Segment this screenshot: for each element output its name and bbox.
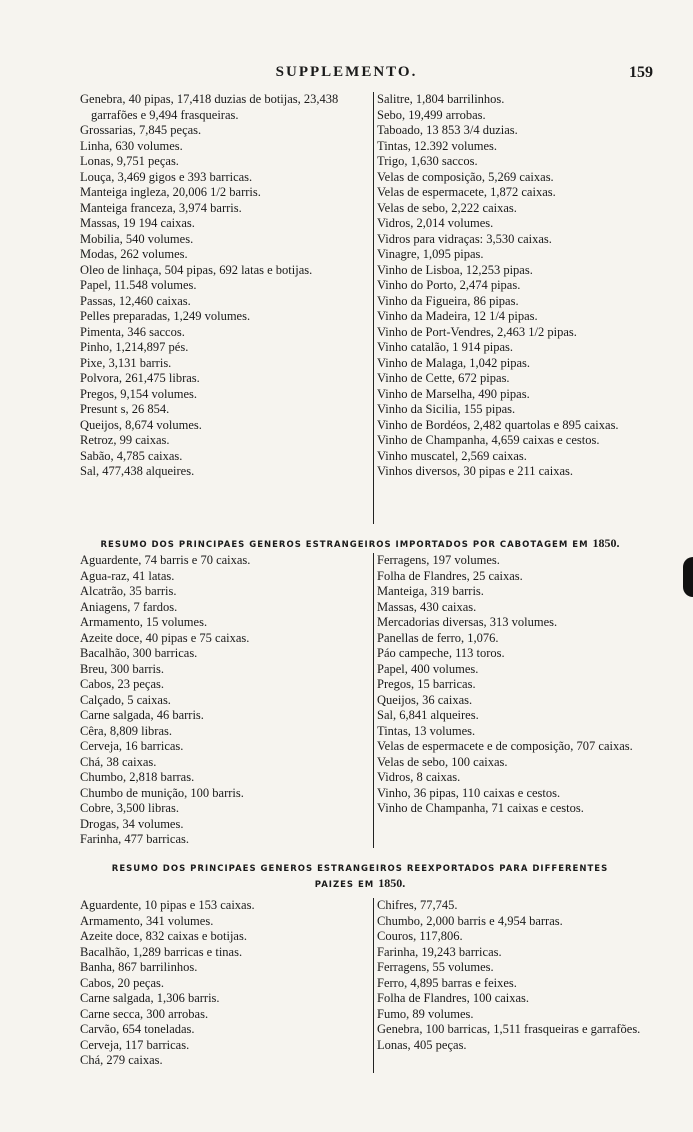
list-item: Vidros, 8 caixas.: [377, 770, 461, 784]
list-item: Vinho da Figueira, 86 pipas.: [377, 293, 519, 308]
list-item: Pregos, 15 barricas.: [377, 677, 476, 691]
list-item: Lonas, 9,751 peças.: [80, 154, 179, 168]
list-item: Vidros, 2,014 volumes.: [377, 216, 494, 230]
list-item: Vinagre, 1,095 pipas.: [377, 247, 484, 261]
list-item: Aguardente, 74 barris e 70 caixas.: [80, 553, 251, 567]
list-item: Folha de Flandres, 25 caixas.: [377, 568, 523, 583]
list-item: Panellas de ferro, 1,076.: [377, 630, 499, 645]
list-item: Carvão, 654 toneladas.: [80, 1022, 195, 1036]
list-item: Breu, 300 barris.: [80, 661, 165, 676]
list-item: Velas de espermacete, 1,872 caixas.: [377, 185, 556, 199]
heading-text: RESUMO DOS PRINCIPAES GENEROS ESTRANGEIROS IMPORTADOS POR CABOTAGEM EM: [100, 540, 589, 550]
list-item: Vinho de Champanha, 71 caixas e cestos.: [377, 801, 584, 815]
list-item: Manteiga, 319 barris.: [377, 584, 484, 598]
list-item: Modas, 262 volumes.: [80, 247, 188, 261]
list-item: Drogas, 34 volumes.: [80, 816, 184, 831]
heading-year: 1850.: [378, 876, 406, 890]
list-item: Taboado, 13 853 3/4 duzias.: [377, 123, 518, 137]
list-item: Vinho da Sicilia, 155 pipas.: [377, 402, 516, 416]
list-item: Grossarias, 7,845 peças.: [80, 123, 202, 137]
list-item: Armamento, 341 volumes.: [80, 913, 214, 928]
reexports-list: [80, 898, 655, 1078]
list-item: Massas, 19 194 caixas.: [80, 216, 195, 230]
list-item: Pinho, 1,214,897 pés.: [80, 340, 189, 354]
list-item: Manteiga franceza, 3,974 barris.: [80, 200, 242, 215]
list-item: Papel, 400 volumes.: [377, 661, 479, 676]
list-item: Pixe, 3,131 barris.: [80, 355, 172, 370]
list-item: Cerveja, 117 barricas.: [80, 1037, 190, 1052]
list-item: Chá, 38 caixas.: [80, 754, 157, 769]
list-item: Vinho de Marselha, 490 pipas.: [377, 386, 530, 401]
list-item: Vinhos diversos, 30 pipas e 211 caixas.: [377, 464, 573, 478]
list-item: Trigo, 1,630 saccos.: [377, 154, 478, 168]
list-item: Polvora, 261,475 libras.: [80, 371, 200, 385]
list-item: Oleo de linhaça, 504 pipas, 692 latas e botijas.: [80, 262, 313, 277]
list-item: Velas de composição, 5,269 caixas.: [377, 169, 554, 184]
page-header: [0, 64, 693, 84]
list-item: Bacalhão, 1,289 barricas e tinas.: [80, 944, 243, 959]
heading-line-2: PAIZES EM: [314, 880, 375, 890]
list-item: Vinho, 36 pipas, 110 caixas e cestos.: [377, 785, 561, 800]
list-item: Massas, 430 caixas.: [377, 599, 477, 614]
list-item: Vinho de Cette, 672 pipas.: [377, 371, 510, 385]
list-item: Calçado, 5 caixas.: [80, 692, 171, 707]
list-item: Retroz, 99 caixas.: [80, 433, 170, 447]
list-item: Louça, 3,469 gigos e 393 barricas.: [80, 169, 253, 184]
list-item: Pelles preparadas, 1,249 volumes.: [80, 309, 251, 323]
list-item: Fumo, 89 volumes.: [377, 1006, 474, 1021]
list-item: Vinho do Porto, 2,474 pipas.: [377, 278, 521, 292]
list-item: Aniagens, 7 fardos.: [80, 599, 178, 614]
list-item: Vinho de Champanha, 4,659 caixas e cestos.: [377, 433, 600, 447]
list-item: Azeite doce, 40 pipas e 75 caixas.: [80, 630, 250, 645]
list-item: Genebra, 100 barricas, 1,511 frasqueiras e garrafões.: [377, 1022, 641, 1036]
list-item: Papel, 11.548 volumes.: [80, 278, 197, 292]
left-column: [80, 92, 363, 480]
list-item: Lonas, 405 peças.: [377, 1037, 467, 1052]
list-item: Manteiga ingleza, 20,006 1/2 barris.: [80, 185, 261, 199]
list-item: Salitre, 1,804 barrilinhos.: [377, 92, 505, 106]
list-item: Genebra, 40 pipas, 17,418 duzias de botijas, 23,438 garrafões e 9,494 frasqueiras.: [80, 92, 339, 122]
heading-year: 1850.: [592, 536, 620, 550]
list-item: Chumbo, 2,000 barris e 4,954 barras.: [377, 913, 563, 928]
list-item: Vinho de Port-Vendres, 2,463 1/2 pipas.: [377, 324, 577, 339]
list-item: Sabão, 4,785 caixas.: [80, 448, 183, 463]
right-column: [373, 553, 655, 848]
list-item: Chá, 279 caixas.: [80, 1053, 163, 1067]
list-item: Cabos, 20 peças.: [80, 975, 165, 990]
list-item: Cobre, 3,500 libras.: [80, 801, 179, 815]
left-column: [80, 553, 363, 848]
cabotage-imports-list: [80, 553, 655, 853]
list-item: Chumbo, 2,818 barras.: [80, 770, 195, 784]
list-item: Linha, 630 volumes.: [80, 138, 183, 153]
list-item: Cêra, 8,809 libras.: [80, 723, 172, 738]
list-item: Sal, 477,438 alqueires.: [80, 464, 195, 478]
list-item: Vinho da Madeira, 12 1/4 pipas.: [377, 309, 538, 323]
list-item: Cerveja, 16 barricas.: [80, 739, 184, 753]
list-item: Pregos, 9,154 volumes.: [80, 386, 198, 401]
list-item: Sal, 6,841 alqueires.: [377, 708, 479, 722]
list-item: Armamento, 15 volumes.: [80, 615, 208, 629]
list-item: Azeite doce, 832 caixas e botijas.: [80, 929, 247, 943]
list-item: Chumbo de munição, 100 barris.: [80, 785, 244, 800]
page-number: 159: [629, 64, 653, 81]
imports-list-continued: [80, 92, 655, 532]
list-item: Farinha, 477 barricas.: [80, 832, 189, 846]
list-item: Vinho catalão, 1 914 pipas.: [377, 340, 514, 354]
list-item: Cabos, 23 peças.: [80, 677, 165, 691]
list-item: Pimenta, 346 saccos.: [80, 324, 185, 339]
list-item: Mobilia, 540 volumes.: [80, 231, 194, 246]
list-item: Queijos, 8,674 volumes.: [80, 417, 202, 432]
left-column: [80, 898, 363, 1069]
list-item: Carne secca, 300 arrobas.: [80, 1006, 209, 1021]
list-item: Tintas, 13 volumes.: [377, 723, 476, 738]
list-item: Queijos, 36 caixas.: [377, 692, 473, 707]
list-item: Velas de espermacete e de composição, 707 caixas.: [377, 739, 633, 753]
list-item: Agua-raz, 41 latas.: [80, 568, 175, 583]
list-item: Vinho de Malaga, 1,042 pipas.: [377, 355, 531, 370]
list-item: Vinho de Lisboa, 12,253 pipas.: [377, 262, 533, 277]
list-item: Aguardente, 10 pipas e 153 caixas.: [80, 898, 255, 912]
list-item: Vidros para vidraças: 3,530 caixas.: [377, 231, 552, 246]
list-item: Vinho muscatel, 2,569 caixas.: [377, 448, 527, 463]
list-item: Banha, 867 barrilinhos.: [80, 960, 198, 974]
list-item: Vinho de Bordéos, 2,482 quartolas e 895 caixas.: [377, 417, 619, 432]
section-heading-reexports: [60, 862, 660, 892]
list-item: Carne salgada, 46 barris.: [80, 708, 204, 722]
page-title: SUPPLEMENTO.: [275, 64, 418, 80]
list-item: Mercadorias diversas, 313 volumes.: [377, 615, 558, 629]
list-item: Velas de sebo, 100 caixas.: [377, 754, 508, 769]
list-item: Páo campeche, 113 toros.: [377, 646, 505, 660]
list-item: Folha de Flandres, 100 caixas.: [377, 991, 530, 1005]
list-item: Chifres, 77,745.: [377, 898, 458, 912]
list-item: Farinha, 19,243 barricas.: [377, 944, 502, 959]
list-item: Tintas, 12.392 volumes.: [377, 138, 498, 153]
list-item: Bacalhão, 300 barricas.: [80, 646, 198, 660]
heading-line-1: RESUMO DOS PRINCIPAES GENEROS ESTRANGEIROS REEXPORTADOS PARA DIFFERENTES: [111, 864, 609, 874]
list-item: Ferragens, 197 volumes.: [377, 553, 500, 567]
list-item: Velas de sebo, 2,222 caixas.: [377, 200, 517, 215]
page-edge-mark: [683, 557, 693, 597]
right-column: [373, 898, 655, 1073]
list-item: Couros, 117,806.: [377, 929, 463, 943]
list-item: Sebo, 19,499 arrobas.: [377, 107, 486, 122]
list-item: Presunt s, 26 854.: [80, 402, 170, 416]
list-item: Passas, 12,460 caixas.: [80, 293, 191, 308]
section-heading-cabotage: [60, 536, 660, 552]
list-item: Ferro, 4,895 barras e feixes.: [377, 975, 517, 990]
list-item: Carne salgada, 1,306 barris.: [80, 991, 220, 1005]
right-column: [373, 92, 655, 524]
list-item: Ferragens, 55 volumes.: [377, 960, 494, 974]
list-item: Alcatrão, 35 barris.: [80, 584, 177, 598]
